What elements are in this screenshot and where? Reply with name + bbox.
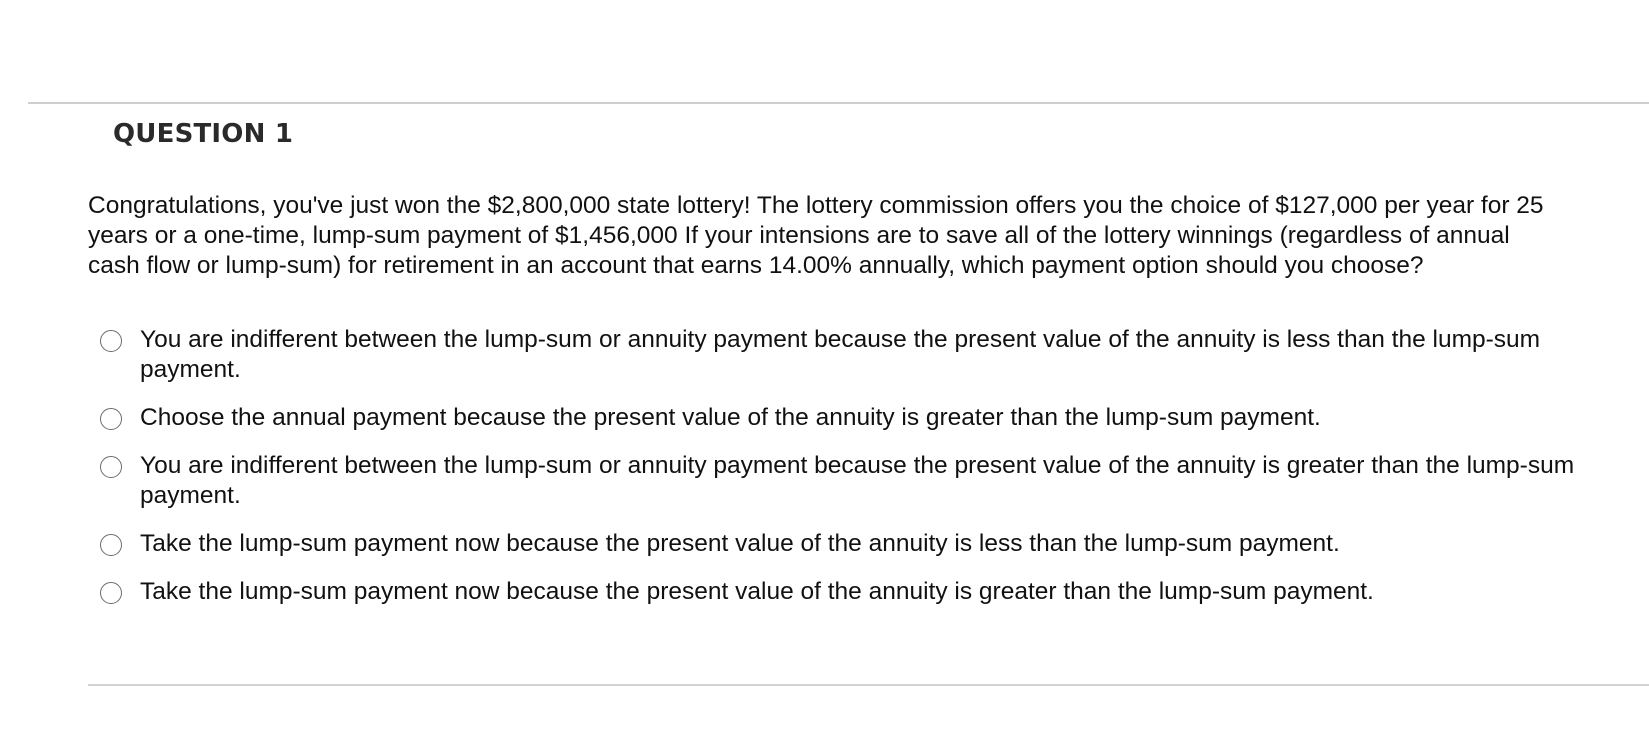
answer-option-label[interactable]: Take the lump-sum payment now because the present value of the annuity is greater than the lump-sum payment. [140, 578, 1374, 605]
question-title: QUESTION 1 [113, 119, 294, 149]
radio-button[interactable] [100, 330, 122, 352]
answer-option-label[interactable]: Take the lump-sum payment now because the present value of the annuity is less than the lump-sum payment. [140, 530, 1340, 557]
bottom-divider [88, 684, 1649, 686]
answer-option-1[interactable] [100, 325, 1620, 385]
answer-option-5[interactable] [100, 577, 1620, 607]
answer-option-2[interactable] [100, 403, 1620, 433]
radio-button[interactable] [100, 582, 122, 604]
radio-button[interactable] [100, 456, 122, 478]
answer-option-4[interactable] [100, 529, 1620, 559]
answer-option-label[interactable]: You are indifferent between the lump-sum or annuity payment because the present value of the annuity is greater than the lump-sum payment. [140, 452, 1575, 509]
question-text: Congratulations, you've just won the $2,800,000 state lottery! The lottery commission offers you the choice of $127,000 per year for 25 years or a one-time, lump-sum payment of $1,456,000 If your intensions are to save all of the lottery winnings (regardless of annual cash flow or lump-sum) for retirement in an account that earns 14.00% annually, which payment option should you choose? [88, 192, 1544, 279]
answer-options [100, 325, 1620, 625]
top-divider [28, 102, 1649, 104]
answer-option-label[interactable]: You are indifferent between the lump-sum or annuity payment because the present value of the annuity is less than the lump-sum payment. [140, 326, 1541, 383]
answer-option-3[interactable] [100, 451, 1620, 511]
radio-button[interactable] [100, 534, 122, 556]
radio-button[interactable] [100, 408, 122, 430]
answer-option-label[interactable]: Choose the annual payment because the present value of the annuity is greater than the lump-sum payment. [140, 404, 1321, 431]
